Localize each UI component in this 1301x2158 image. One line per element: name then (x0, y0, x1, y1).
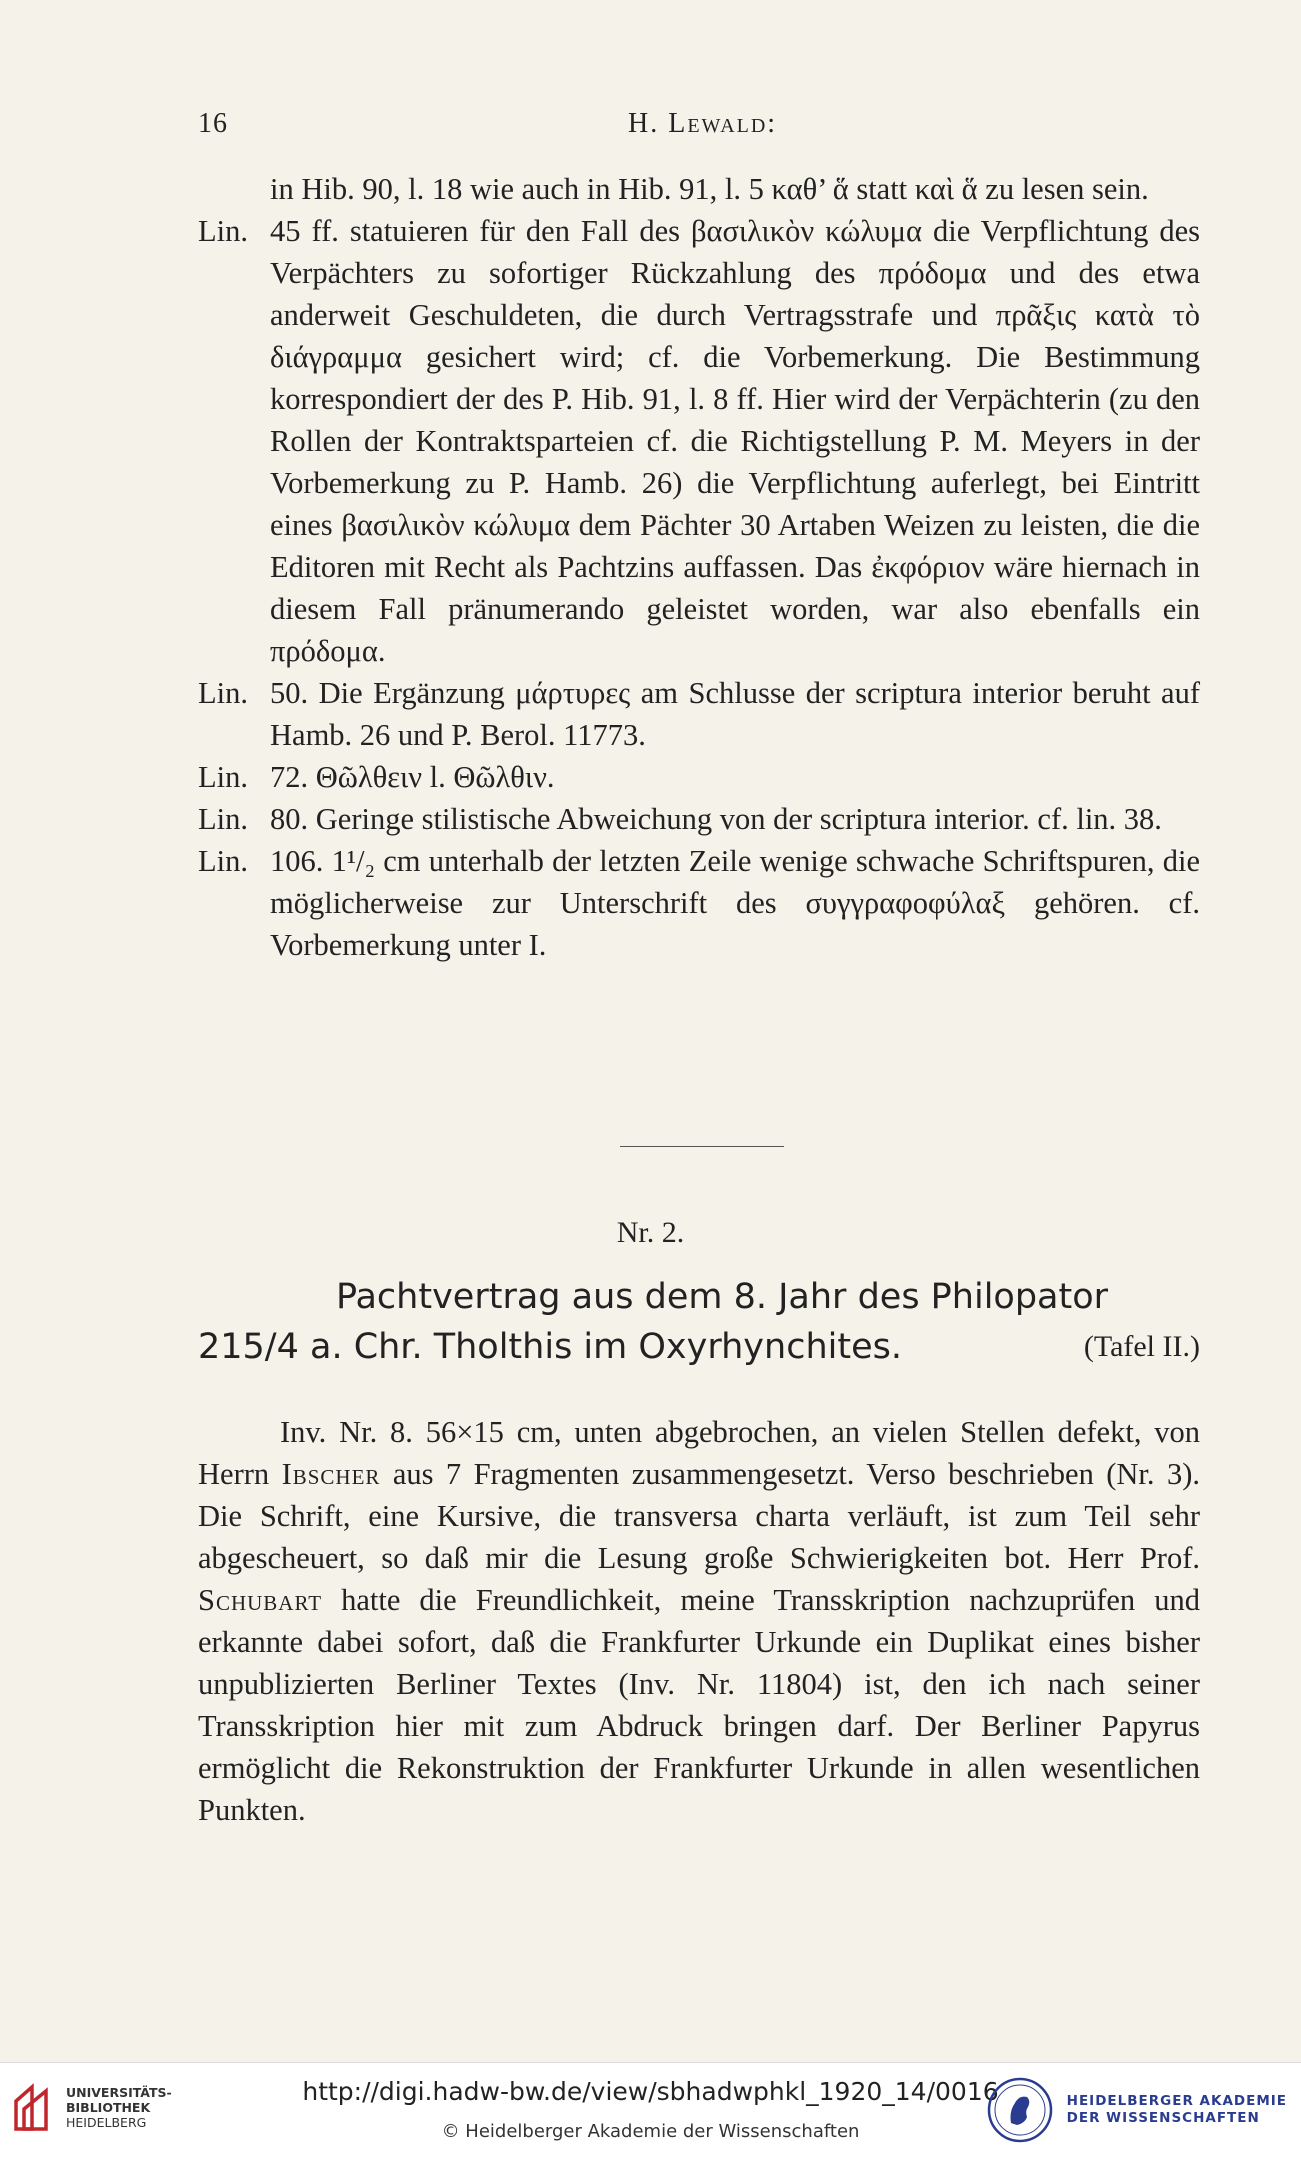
person-name-schubart: Schubart (198, 1582, 323, 1617)
commentary-entry (198, 756, 1200, 798)
academy-logo[interactable] (987, 2077, 1287, 2143)
library-name-line: BIBLIOTHEK (66, 2099, 151, 2115)
entry-text: in Hib. 90, l. 18 wie auch in Hib. 91, l. 5 καθ’ ἅ statt καὶ ἅ zu lesen sein. (270, 172, 1149, 206)
entry-tag: Lin. (198, 214, 248, 248)
library-name-line: HEIDELBERG (66, 2114, 147, 2130)
entry-text: 50. Die Ergänzung μάρτυρες am Schlusse der scriptura interior beruht auf Hamb. 26 und P. Berol. 11773. (270, 676, 1200, 752)
academy-name-line: DER WISSENSCHAFTEN (1066, 2110, 1260, 2126)
academy-name (1067, 2093, 1287, 2127)
commentary-entry (198, 840, 1200, 966)
plate-reference: (Tafel II.) (1083, 1330, 1200, 1363)
entry-tag: Lin. (198, 760, 248, 794)
section-divider (620, 1146, 784, 1147)
entry-tag: Lin. (198, 676, 248, 710)
entry-text: 72. Θῶλθειν l. Θῶλθιν. (270, 760, 555, 794)
academy-seal-icon (987, 2077, 1053, 2143)
permalink[interactable]: http://digi.hadw-bw.de/view/sbhadwphkl_1920_14/0016 (302, 2077, 999, 2106)
description-text: aus 7 Fragmenten zusammengesetzt. Verso beschrieben (Nr. 3). Die Schrift, eine Kursive, die transversa charta verläuft, ist zum Teil sehr abgescheuert, so daß mir die Lesung große Schwierigkeiten bot. Herr Prof. (198, 1456, 1200, 1575)
description-text: hatte die Freundlichkeit, meine Transskription nachzuprüfen und erkannte dabei sofort, daß die Frankfurter Urkunde ein Duplikat eines bisher unpublizierten Berliner Textes (Inv. Nr. 11804) ist, den ich nach seiner Transskription hier mit zum Abdruck bringen darf. Der Berliner Papyrus ermöglicht die Rekonstruktion der Frankfurter Urkunde in allen wesentlichen Punkten. (198, 1582, 1200, 1827)
running-head: H. Lewald: (628, 108, 778, 139)
section-title (198, 1272, 1200, 1372)
library-name-line: UNIVERSITÄTS- (66, 2084, 172, 2100)
copyright-notice: © Heidelberger Akademie der Wissenschaften (441, 2121, 860, 2142)
academy-name-line: HEIDELBERGER AKADEMIE (1066, 2093, 1287, 2109)
commentary-entry (198, 672, 1200, 756)
page-number: 16 (198, 108, 228, 139)
section-number: Nr. 2. (616, 1216, 685, 1249)
viewer-footer (0, 2062, 1301, 2158)
entry-tag: Lin. (198, 844, 248, 878)
entry-text: 45 ff. statuieren für den Fall des βασιλικὸν κώλυμα die Verpflichtung des Verpächters zu sofortiger Rückzahlung des πρόδομα und des etwa anderweit Geschuldeten, die durch Vertragsstrafe und πρᾶξις κατὰ τὸ διάγραμμα gesichert wird; cf. die Vorbemerkung. Die Bestimmung korrespondiert der des P. Hib. 91, l. 8 ff. Hier wird der Verpächterin (zu den Rollen der Kontraktsparteien cf. die Richtigstellung P. M. Meyers in der Vorbemerkung zu P. Hamb. 26) die Verpflichtung auferlegt, bei Eintritt eines βασιλικὸν κώλυμα dem Pächter 30 Artaben Weizen zu leisten, die die Editoren mit Recht als Pachtzins auffassen. Das ἐκφόριον wäre hiernach in diesem Fall pränumerando geleistet worden, war also ebenfalls ein πρόδομα. (270, 214, 1200, 668)
document-description (198, 1411, 1200, 1831)
entry-text: 106. 1¹/₂ cm unterhalb der letzten Zeile wenige schwache Schriftspuren, die möglicherweise zur Unterschrift des συγγραφοφύλαξ gehören. cf. Vorbemerkung unter I. (270, 844, 1200, 962)
commentary-entry (198, 210, 1200, 672)
commentary-body (198, 168, 1200, 966)
description-text: Inv. Nr. 8. 56×15 cm, unten abgebrochen, an vielen Stellen defekt, von Herrn (198, 1414, 1200, 1491)
entry-tag: Lin. (198, 802, 248, 836)
entry-text: 80. Geringe stilistische Abweichung von der scriptura interior. cf. lin. 38. (270, 802, 1162, 836)
title-line-2-row (198, 1322, 1200, 1372)
person-name-ibscher: Ibscher (281, 1456, 381, 1491)
commentary-entry (198, 798, 1200, 840)
commentary-entry (198, 168, 1200, 210)
title-line-2: 215/4 a. Chr. Tholthis im Oxyrhynchites. (198, 1327, 902, 1367)
title-line-1: Pachtvertrag aus dem 8. Jahr des Philopator (335, 1277, 1109, 1317)
